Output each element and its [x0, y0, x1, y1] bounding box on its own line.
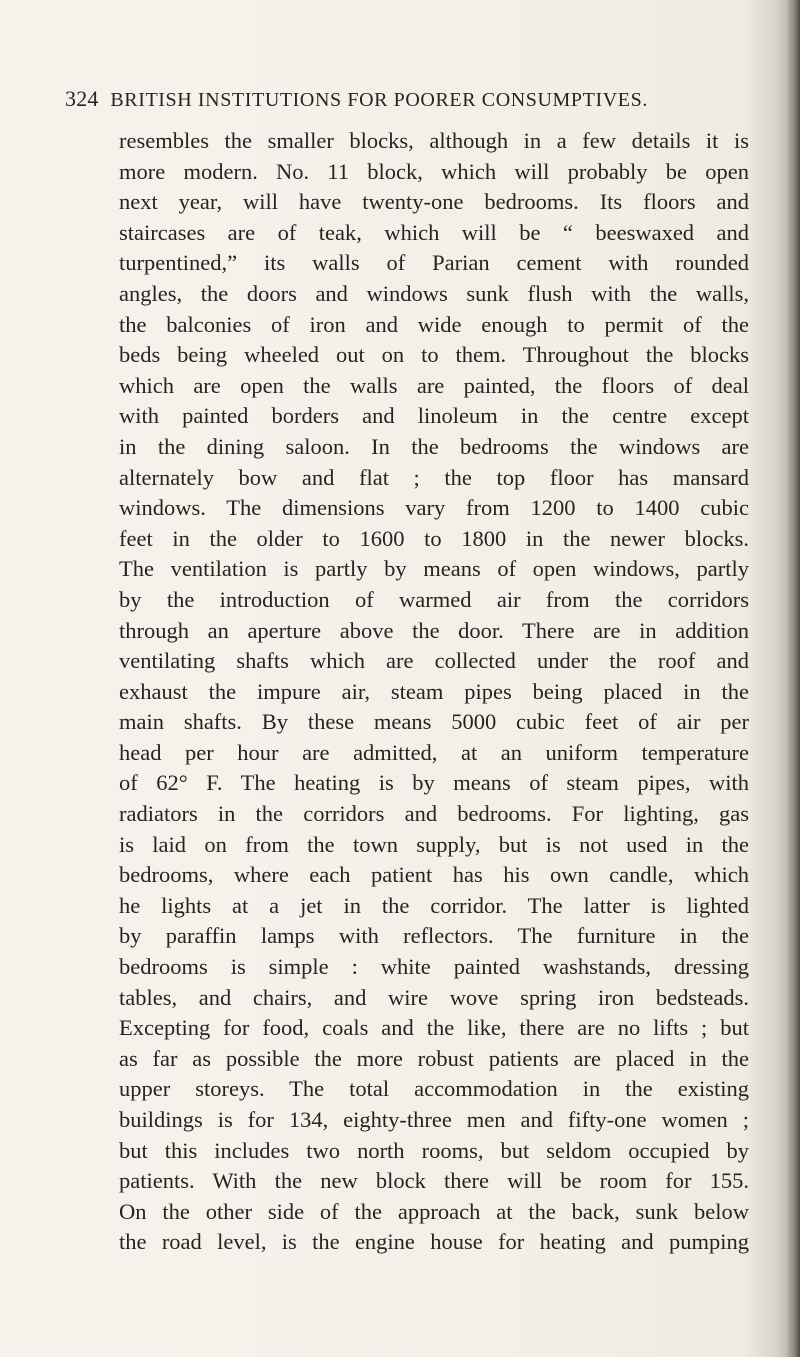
- text-line: by paraffin lamps with reflectors. The furniture in the: [119, 923, 749, 949]
- text-line: head per hour are admitted, at an uniform temperature: [119, 739, 749, 765]
- text-line: which are open the walls are painted, the floors of deal: [119, 372, 749, 398]
- text-line: resembles the smaller blocks, although in a few details it is: [119, 128, 749, 153]
- text-line: windows. The dimensions vary from 1200 to 1400 cubic: [119, 495, 749, 521]
- page-number: 324: [65, 86, 99, 111]
- text-line: Excepting for food, coals and the like, there are no lifts ; but: [119, 1015, 749, 1041]
- text-line: the road level, is the engine house for heating and pumping: [119, 1229, 749, 1255]
- text-line: staircases are of teak, which will be “ beeswaxed and: [119, 219, 749, 245]
- text-line: bedrooms, where each patient has his own candle, which: [119, 862, 749, 888]
- text-line: ventilating shafts which are collected under the roof and: [119, 648, 749, 674]
- text-line: The ventilation is partly by means of open windows, partly: [119, 556, 749, 582]
- text-line: with painted borders and linoleum in the centre except: [119, 403, 749, 429]
- running-head: [65, 84, 755, 114]
- text-line: beds being wheeled out on to them. Throughout the blocks: [119, 342, 749, 368]
- text-line: tables, and chairs, and wire wove spring iron bedsteads.: [119, 984, 749, 1010]
- text-line: feet in the older to 1600 to 1800 in the newer blocks.: [119, 525, 749, 551]
- text-line: main shafts. By these means 5000 cubic feet of air per: [119, 709, 749, 735]
- text-line: as far as possible the more robust patients are placed in the: [119, 1045, 749, 1071]
- text-line: next year, will have twenty-one bedrooms. Its floors and: [119, 189, 749, 215]
- text-line: he lights at a jet in the corridor. The latter is lighted: [119, 892, 749, 918]
- text-line: of 62° F. The heating is by means of steam pipes, with: [119, 770, 749, 796]
- text-line: radiators in the corridors and bedrooms. For lighting, gas: [119, 801, 749, 827]
- text-line: bedrooms is simple : white painted washstands, dressing: [119, 954, 749, 980]
- text-line: through an aperture above the door. There are in addition: [119, 617, 749, 643]
- text-line: by the introduction of warmed air from the corridors: [119, 586, 749, 612]
- running-title: BRITISH INSTITUTIONS FOR POORER CONSUMPTIVES.: [110, 89, 648, 111]
- text-line: On the other side of the approach at the back, sunk below: [119, 1198, 749, 1224]
- text-line: but this includes two north rooms, but seldom occupied by: [119, 1137, 749, 1163]
- text-line: is laid on from the town supply, but is not used in the: [119, 831, 749, 857]
- text-line: angles, the doors and windows sunk flush with the walls,: [119, 280, 749, 306]
- text-line: turpentined,” its walls of Parian cement with rounded: [119, 250, 749, 276]
- text-line: exhaust the impure air, steam pipes being placed in the: [119, 678, 749, 704]
- body-paragraph: [119, 126, 749, 1258]
- text-line: patients. With the new block there will be room for 155.: [119, 1168, 749, 1194]
- text-line: more modern. No. 11 block, which will probably be open: [119, 158, 749, 184]
- text-line: in the dining saloon. In the bedrooms the windows are: [119, 433, 749, 459]
- text-line: alternately bow and flat ; the top floor has mansard: [119, 464, 749, 490]
- text-line: buildings is for 134, eighty-three men and fifty-one women ;: [119, 1107, 749, 1132]
- page-edge-shadow: [786, 0, 800, 1357]
- text-line: upper storeys. The total accommodation in the existing: [119, 1076, 749, 1102]
- text-line: the balconies of iron and wide enough to permit of the: [119, 311, 749, 337]
